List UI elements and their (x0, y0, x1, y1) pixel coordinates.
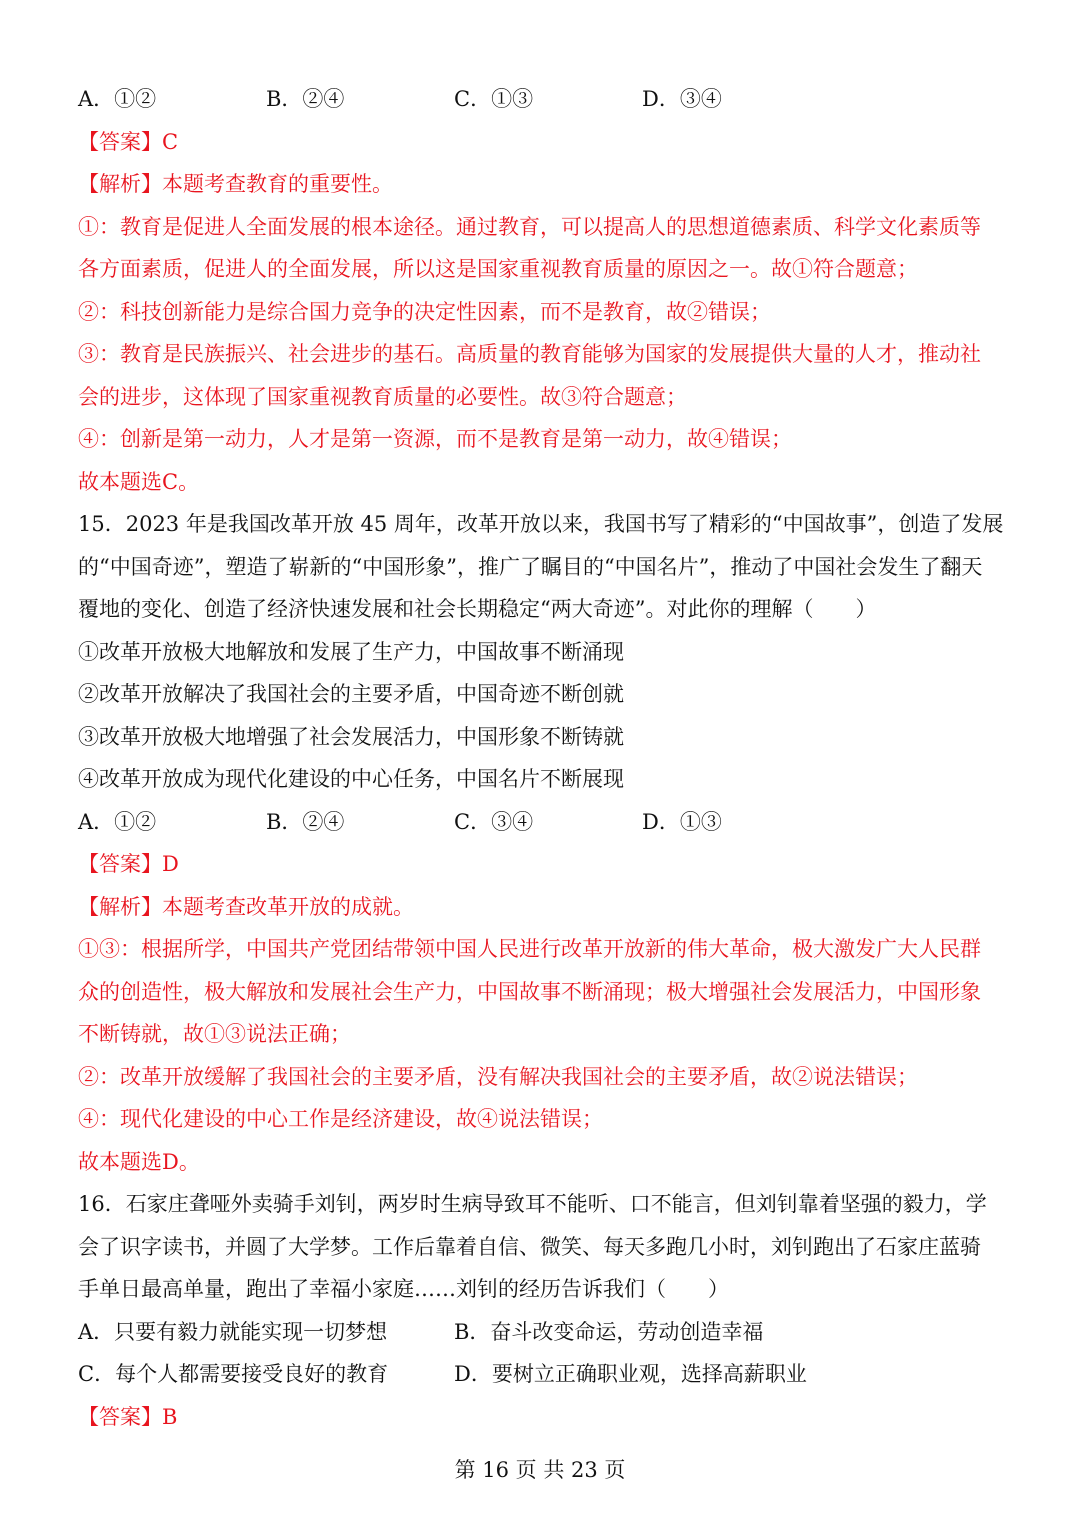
option-c: C．每个人都需要接受良好的教育 (78, 1362, 389, 1386)
analysis-point: 众的创造性，极大解放和发展社会生产力，中国故事不断涌现；极大增强社会发展活力，中国形象 (78, 979, 981, 1004)
analysis-point: 各方面素质，促进人的全面发展，所以这是国家重视教育质量的原因之一。故①符合题意； (78, 257, 918, 281)
question-stem: 15．2023 年是我国改革开放 45 周年，改革开放以来，我国书写了精彩的“中国故事”，创造了发展 (78, 512, 1004, 536)
analysis-point: ④：创新是第一动力，人才是第一资源，而不是教育是第一动力，故④错误； (78, 427, 792, 451)
option-d: D．③④ (642, 87, 722, 111)
option-b: B．②④ (266, 809, 345, 834)
analysis-point: ①：教育是促进人全面发展的根本途径。通过教育，可以提高人的思想道德素质、科学文化素质等 (78, 214, 981, 239)
options-row (78, 1311, 1008, 1354)
analysis-head: 【解析】本题考查改革开放的成就。 (78, 894, 414, 919)
option-c: C．③④ (454, 809, 534, 834)
question-stem: 手单日最高单量，跑出了幸福小家庭……刘钊的经历告诉我们（ ） (78, 1277, 729, 1301)
statement: ③改革开放极大地增强了社会发展活力，中国形象不断铸就 (78, 724, 624, 749)
options-row (78, 78, 1008, 121)
option-d: D．要树立正确职业观，选择高薪职业 (454, 1362, 807, 1386)
page-footer: 第 16 页 共 23 页 (454, 1458, 626, 1482)
statement: ④改革开放成为现代化建设的中心任务，中国名片不断展现 (78, 767, 624, 791)
statement: ②改革开放解决了我国社会的主要矛盾，中国奇迹不断创就 (78, 682, 624, 706)
analysis-point: 会的进步，这体现了国家重视教育质量的必要性。故③符合题意； (78, 384, 687, 409)
question-stem: 16．石家庄聋哑外卖骑手刘钊，两岁时生病导致耳不能听、口不能言，但刘钊靠着坚强的毅力，学 (78, 1192, 987, 1216)
analysis-point: ②：改革开放缓解了我国社会的主要矛盾，没有解决我国社会的主要矛盾，故②说法错误； (78, 1064, 918, 1089)
option-b: B．②④ (266, 87, 345, 111)
analysis-point: ②：科技创新能力是综合国力竞争的决定性因素，而不是教育，故②错误； (78, 299, 771, 324)
analysis-point: 不断铸就，故①③说法正确； (78, 1022, 351, 1046)
conclusion-line: 故本题选D。 (78, 1149, 200, 1174)
option-a: A．只要有毅力就能实现一切梦想 (78, 1319, 388, 1344)
statement: ①改革开放极大地解放和发展了生产力，中国故事不断涌现 (78, 639, 624, 664)
conclusion-line: 故本题选C。 (78, 469, 200, 494)
analysis-point: ①③：根据所学，中国共产党团结带领中国人民进行改革开放新的伟大革命，极大激发广大人民群 (78, 937, 981, 961)
question-stem: 的“中国奇迹”，塑造了崭新的“中国形象”，推广了瞩目的“中国名片”，推动了中国社会发生了翻天 (78, 554, 983, 579)
analysis-head: 【解析】本题考查教育的重要性。 (78, 172, 393, 196)
option-b: B．奋斗改变命运，劳动创造幸福 (454, 1319, 764, 1344)
options-row (78, 1353, 1008, 1396)
answer-line: 【答案】D (78, 852, 179, 876)
option-d: D．①③ (642, 809, 722, 834)
answer-line: 【答案】B (78, 1404, 178, 1429)
option-a: A．①② (78, 87, 157, 111)
question-stem: 会了识字读书，并圆了大学梦。工作后靠着自信、微笑、每天多跑几小时，刘钊跑出了石家庄蓝骑 (78, 1234, 981, 1259)
analysis-point: ③：教育是民族振兴、社会进步的基石。高质量的教育能够为国家的发展提供大量的人才，推动社 (78, 342, 981, 366)
document-page (78, 78, 1008, 1438)
options-row (78, 801, 1008, 844)
question-stem: 覆地的变化、创造了经济快速发展和社会长期稳定“两大奇迹”。对此你的理解（ ） (78, 597, 877, 621)
option-a: A．①② (78, 809, 157, 834)
analysis-point: ④：现代化建设的中心工作是经济建设，故④说法错误； (78, 1107, 603, 1131)
option-c: C．①③ (454, 87, 534, 111)
answer-line: 【答案】C (78, 129, 179, 154)
